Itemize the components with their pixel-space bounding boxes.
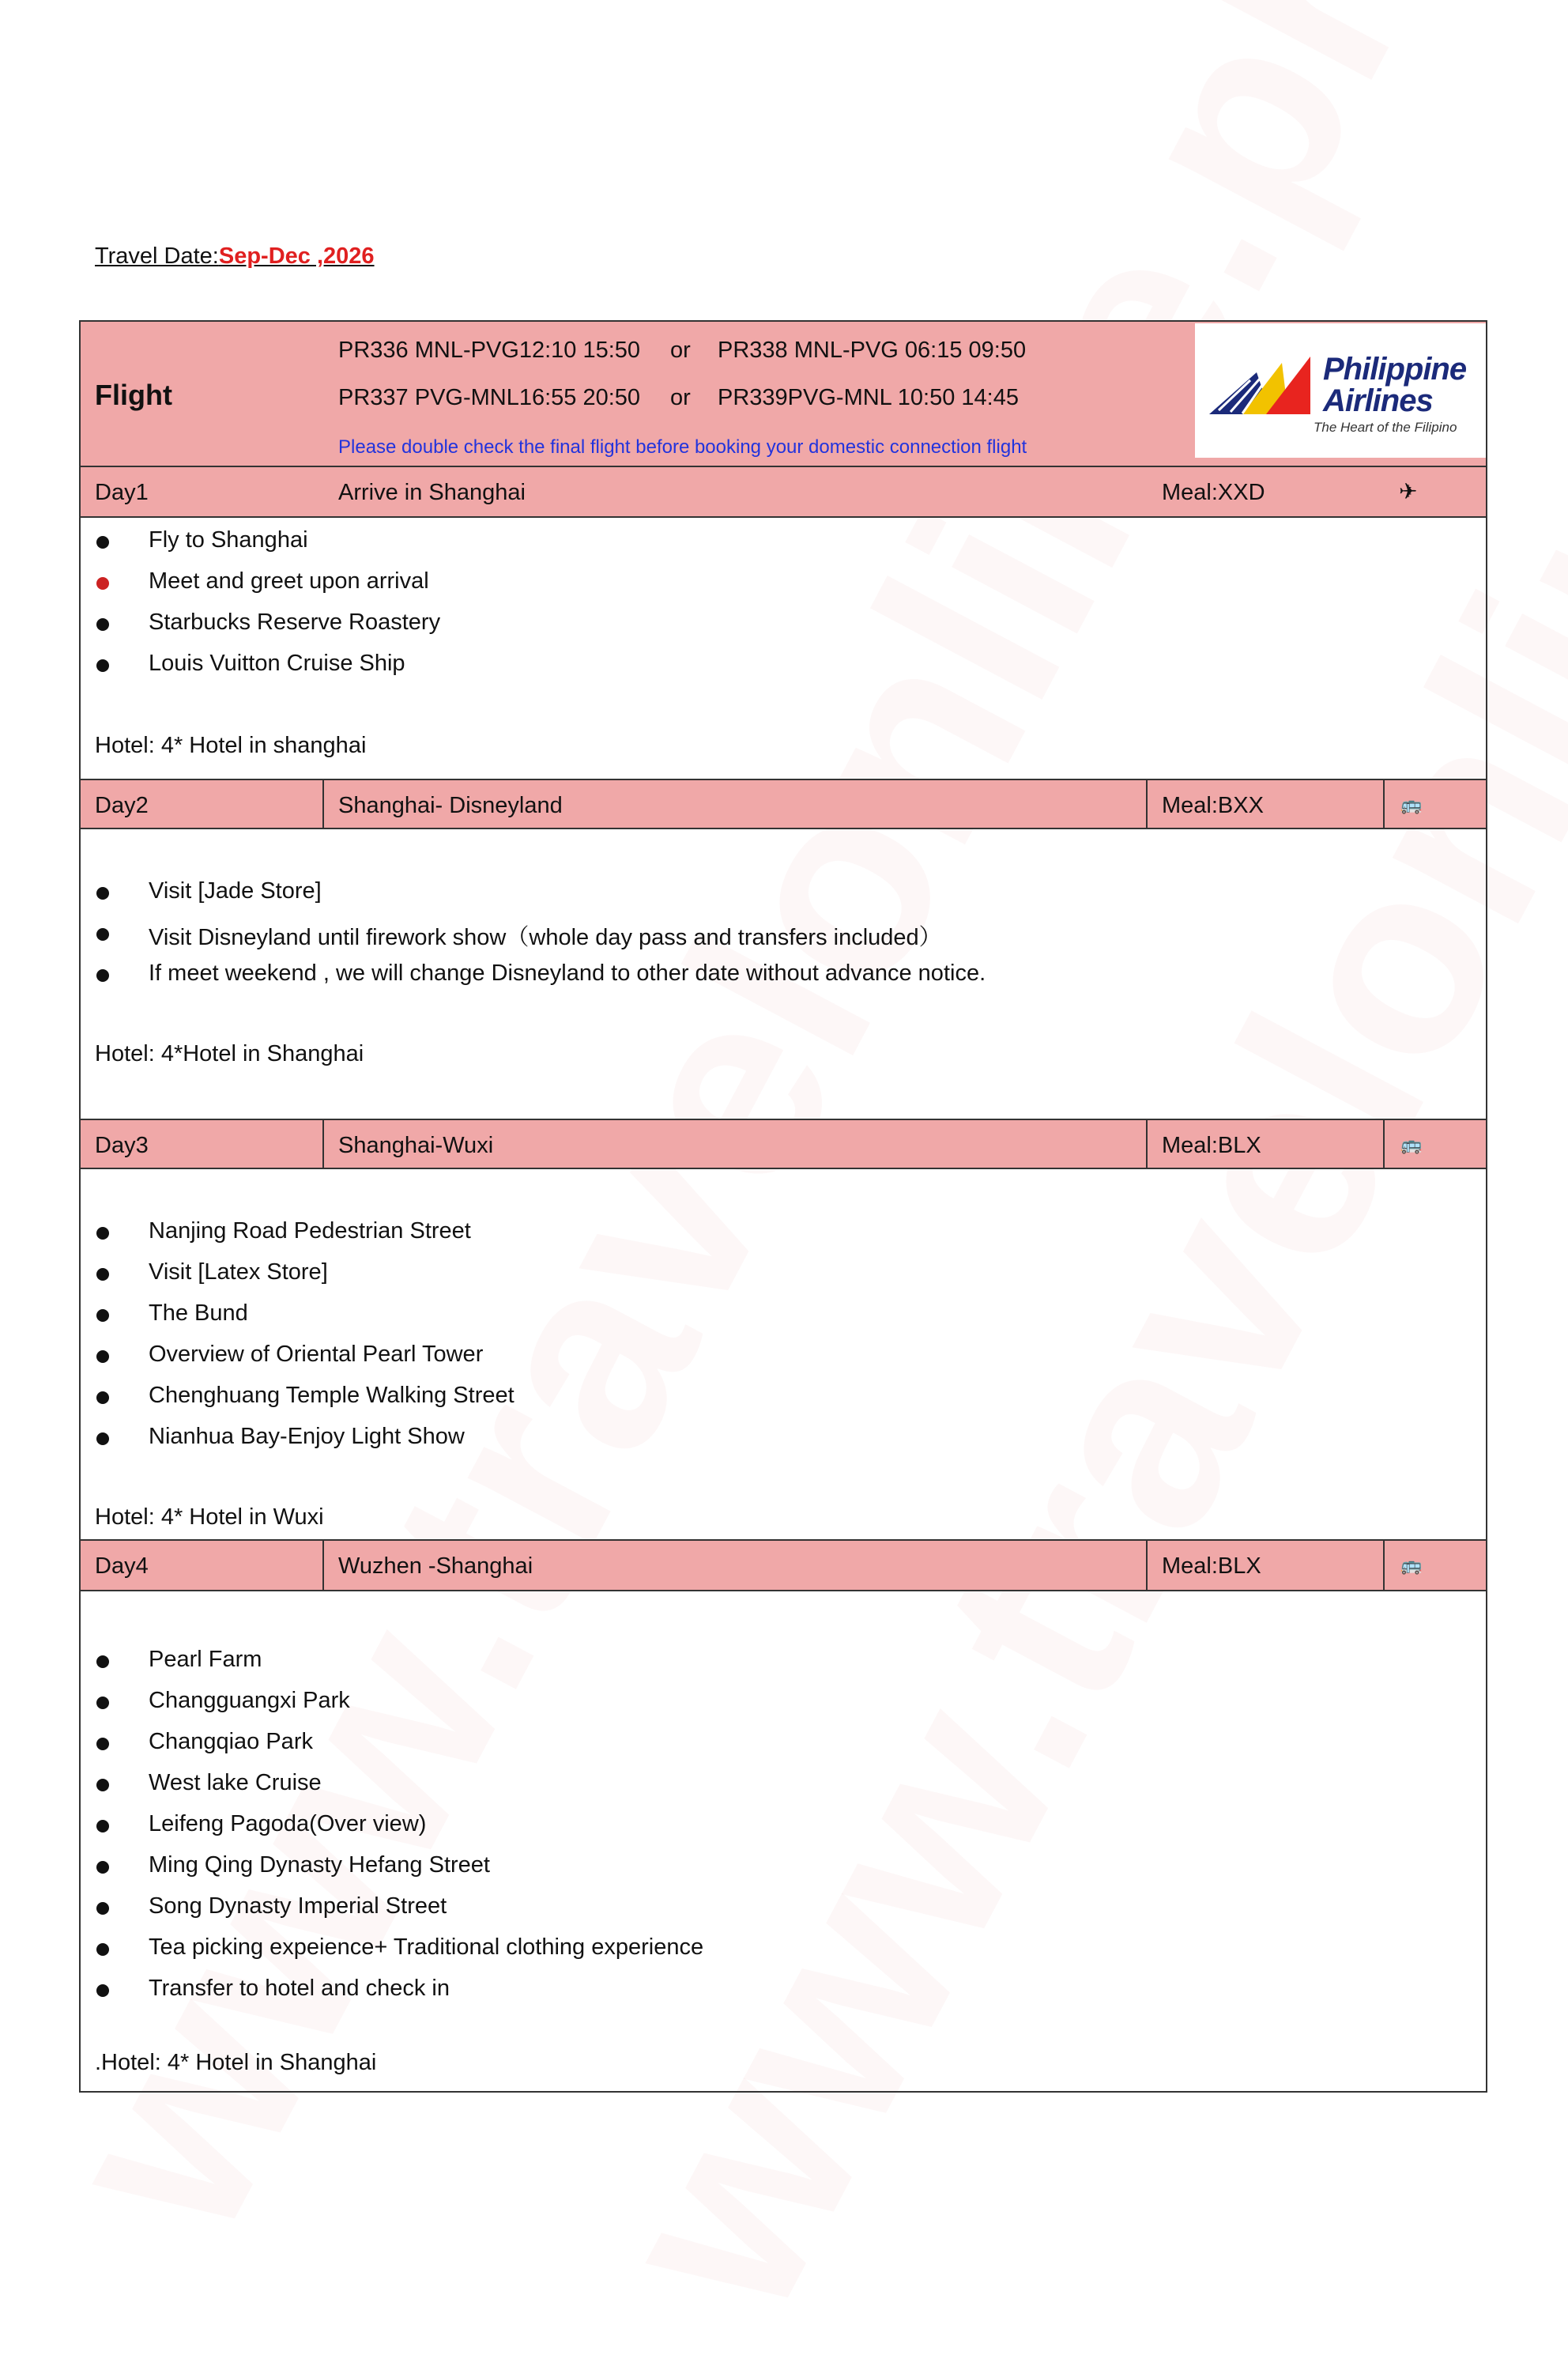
airline-logo-mark (1195, 323, 1314, 458)
day-body: Fly to Shanghai Meet and greet upon arrival Starbucks Reserve Roastery Louis Vuitton Cruise Ship Hotel: 4* Hotel in shanghai (95, 527, 441, 758)
hotel-info: Hotel: 4* Hotel in shanghai (95, 733, 367, 758)
airline-logo-line1: Philippine (1323, 352, 1467, 387)
day-route: Shanghai-Wuxi (338, 1133, 494, 1158)
flight-note: Please double check the final flight before booking your domestic connection flight (338, 436, 1027, 458)
flight-or: or (670, 338, 691, 363)
travel-date (95, 243, 375, 270)
day-route: Arrive in Shanghai (338, 480, 526, 505)
day-header-row (81, 1120, 1486, 1168)
airline-logo-name (1323, 353, 1481, 417)
hotel-info: Hotel: 4* Hotel in Wuxi (95, 1504, 324, 1530)
bus-icon: 🚌 (1400, 1555, 1423, 1575)
day-route: Shanghai- Disneyland (338, 793, 563, 818)
day-label: Day2 (95, 793, 149, 818)
day-meal: Meal:XXD (1162, 480, 1265, 505)
day-header-row (81, 1541, 1486, 1590)
day-body: Pearl Farm Changguangxi Park Changqiao Park West lake Cruise Leifeng Pagoda(Over view) Ming Qing Dynasty Hefang Street Song Dynasty Imperial Street Tea picking expeience+ Traditional clothing experience Transfer to hotel and check in .Hotel: 4* Hotel in Shanghai (95, 1647, 704, 2075)
day-header-row (81, 467, 1486, 516)
day-body: Nanjing Road Pedestrian Street Visit [Latex Store] The Bund Overview of Oriental Pearl Tower Chenghuang Temple Walking Street Nianhua Bay-Enjoy Light Show Hotel: 4* Hotel in Wuxi (95, 1218, 514, 1530)
day-label: Day1 (95, 480, 149, 505)
day-meal: Meal:BLX (1162, 1553, 1261, 1579)
flight-outbound-a: PR336 MNL-PVG12:10 15:50 (338, 338, 641, 363)
travel-date-value: Sep-Dec ,2026 (218, 243, 375, 269)
airline-logo-tagline: The Heart of the Filipino (1314, 420, 1457, 435)
itinerary-table (79, 320, 1487, 2093)
travel-date-label: Travel Date: (95, 243, 219, 269)
flight-return-a: PR337 PVG-MNL16:55 20:50 (338, 385, 641, 410)
day-body: Visit [Jade Store] Visit Disneyland until firework show（whole day pass and transfers included） If meet weekend , we will change Disneyland to other date without advance notice. Hotel: 4*Hotel in Shanghai (95, 878, 986, 1066)
day-label: Day4 (95, 1553, 149, 1579)
day-header-row (81, 780, 1486, 828)
hotel-info: Hotel: 4*Hotel in Shanghai (95, 1041, 364, 1066)
flight-label: Flight (95, 379, 172, 411)
flight-return-b: PR339PVG-MNL 10:50 14:45 (718, 385, 1019, 410)
flight-row (81, 322, 1486, 466)
day-label: Day3 (95, 1133, 149, 1158)
hotel-info: .Hotel: 4* Hotel in Shanghai (95, 2050, 377, 2075)
airline-logo (1195, 323, 1486, 458)
flight-or: or (670, 385, 691, 410)
day-route: Wuzhen -Shanghai (338, 1553, 533, 1579)
bus-icon: 🚌 (1400, 1134, 1423, 1154)
day-meal: Meal:BXX (1162, 793, 1264, 818)
airline-logo-line2: Airlines (1323, 383, 1433, 418)
bus-icon: 🚌 (1400, 795, 1423, 814)
flight-outbound-b: PR338 MNL-PVG 06:15 09:50 (718, 338, 1027, 363)
day-meal: Meal:BLX (1162, 1133, 1261, 1158)
airplane-icon: ✈ (1399, 479, 1418, 504)
